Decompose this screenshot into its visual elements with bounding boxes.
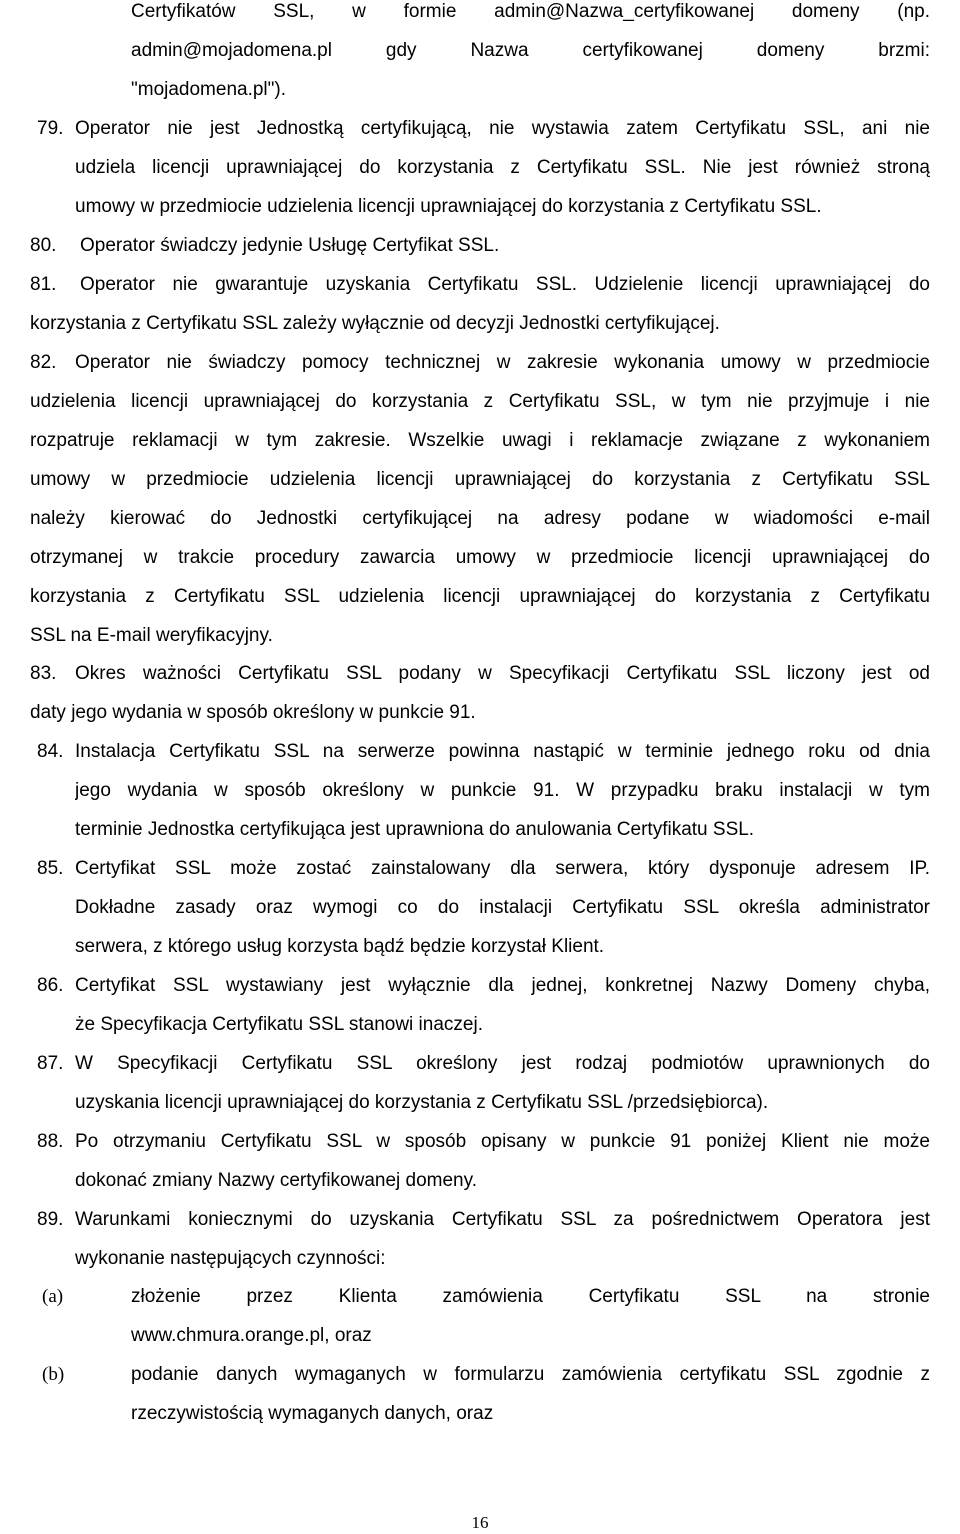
list-item-b-line: podanie danych wymaganych w formularzu zamówienia certyfikatu SSL zgodnie z [131, 1364, 930, 1385]
continuation-line-2: admin@mojadomena.pl gdy Nazwa certyfikowanej domeny brzmi: [131, 40, 930, 61]
paragraph-line: Operator nie świadczy pomocy technicznej w zakresie wykonania umowy w przedmiocie [75, 352, 930, 373]
paragraph-number: 87. [37, 1053, 64, 1074]
paragraph-line: otrzymanej w trakcie procedury zawarcia umowy w przedmiocie licencji uprawniającej do [30, 547, 930, 568]
paragraph-line: udzielenia licencji uprawniającej do korzystania z Certyfikatu SSL, w tym nie przyjmuje i nie [30, 391, 930, 412]
paragraph-line: Operator nie jest Jednostką certyfikującą, nie wystawia zatem Certyfikatu SSL, ani nie [75, 118, 930, 139]
paragraph-line: korzystania z Certyfikatu SSL zależy wyłącznie od decyzji Jednostki certyfikującej. [30, 313, 720, 334]
list-item-a-line: www.chmura.orange.pl, oraz [131, 1325, 372, 1346]
paragraph-line: Operator nie gwarantuje uzyskania Certyfikatu SSL. Udzielenie licencji uprawniającej do [80, 274, 930, 295]
paragraph-line: udziela licencji uprawniającej do korzystania z Certyfikatu SSL. Nie jest również stroną [75, 157, 930, 178]
paragraph-line: Certyfikat SSL może zostać zainstalowany dla serwera, który dysponuje adresem IP. [75, 858, 930, 879]
paragraph-line: należy kierować do Jednostki certyfikującej na adresy podane w wiadomości e-mail [30, 508, 930, 529]
continuation-line-1: Certyfikatów SSL, w formie admin@Nazwa_certyfikowanej domeny (np. [131, 1, 930, 22]
paragraph-line: Okres ważności Certyfikatu SSL podany w Specyfikacji Certyfikatu SSL liczony jest od [75, 663, 930, 684]
paragraph-line: Warunkami koniecznymi do uzyskania Certyfikatu SSL za pośrednictwem Operatora jest [75, 1209, 930, 1230]
paragraph-number: 82. [30, 352, 57, 373]
paragraph-number: 88. [37, 1131, 64, 1152]
paragraph-line: Dokładne zasady oraz wymogi co do instalacji Certyfikatu SSL określa administrator [75, 897, 930, 918]
paragraph-line: umowy w przedmiocie udzielenia licencji uprawniającej do korzystania z Certyfikatu SSL [30, 469, 930, 490]
list-item-a-line: złożenie przez Klienta zamówienia Certyfikatu SSL na stronie [131, 1286, 930, 1307]
list-item-letter-a: (a) [42, 1286, 64, 1307]
list-item-b-line: rzeczywistością wymaganych danych, oraz [131, 1403, 494, 1424]
paragraph-number: 86. [37, 975, 64, 996]
paragraph-line: serwera, z którego usług korzysta bądź będzie korzystał Klient. [75, 936, 605, 957]
paragraph-line: korzystania z Certyfikatu SSL udzielenia licencji uprawniającej do korzystania z Certyfikatu [30, 586, 930, 607]
paragraph-line: umowy w przedmiocie udzielenia licencji uprawniającej do korzystania z Certyfikatu SSL. [75, 196, 822, 217]
list-item-letter-b: (b) [42, 1364, 65, 1385]
paragraph-line: Po otrzymaniu Certyfikatu SSL w sposób opisany w punkcie 91 poniżej Klient nie może [75, 1131, 930, 1152]
paragraph-number: 80. [30, 235, 57, 256]
paragraph-number: 84. [37, 741, 64, 762]
continuation-line-3: "mojadomena.pl"). [131, 79, 287, 100]
paragraph-number: 83. [30, 663, 57, 684]
paragraph-number: 79. [37, 118, 64, 139]
paragraph-line: rozpatruje reklamacji w tym zakresie. Wszelkie uwagi i reklamacje związane z wykonaniem [30, 430, 930, 451]
paragraph-line: terminie Jednostka certyfikująca jest uprawniona do anulowania Certyfikatu SSL. [75, 819, 755, 840]
paragraph-number: 81. [30, 274, 57, 295]
paragraph-number: 85. [37, 858, 64, 879]
paragraph-line: W Specyfikacji Certyfikatu SSL określony jest rodzaj podmiotów uprawnionych do [75, 1053, 930, 1074]
paragraph-line: dokonać zmiany Nazwy certyfikowanej domeny. [75, 1170, 477, 1191]
paragraph-number: 89. [37, 1209, 64, 1230]
paragraph-line: uzyskania licencji uprawniającej do korzystania z Certyfikatu SSL /przedsiębiorca). [75, 1092, 769, 1113]
paragraph-line: że Specyfikacja Certyfikatu SSL stanowi inaczej. [75, 1014, 483, 1035]
paragraph-line: Instalacja Certyfikatu SSL na serwerze powinna nastąpić w terminie jednego roku od dnia [75, 741, 930, 762]
paragraph-line: wykonanie następujących czynności: [75, 1248, 386, 1269]
paragraph-line: Operator świadczy jedynie Usługę Certyfikat SSL. [80, 235, 500, 256]
paragraph-line: jego wydania w sposób określony w punkcie 91. W przypadku braku instalacji w tym [75, 780, 930, 801]
paragraph-line: Certyfikat SSL wystawiany jest wyłącznie dla jednej, konkretnej Nazwy Domeny chyba, [75, 975, 930, 996]
paragraph-line: SSL na E-mail weryfikacyjny. [30, 625, 273, 646]
paragraph-line: daty jego wydania w sposób określony w punkcie 91. [30, 702, 476, 723]
page-number: 16 [471, 1513, 489, 1532]
